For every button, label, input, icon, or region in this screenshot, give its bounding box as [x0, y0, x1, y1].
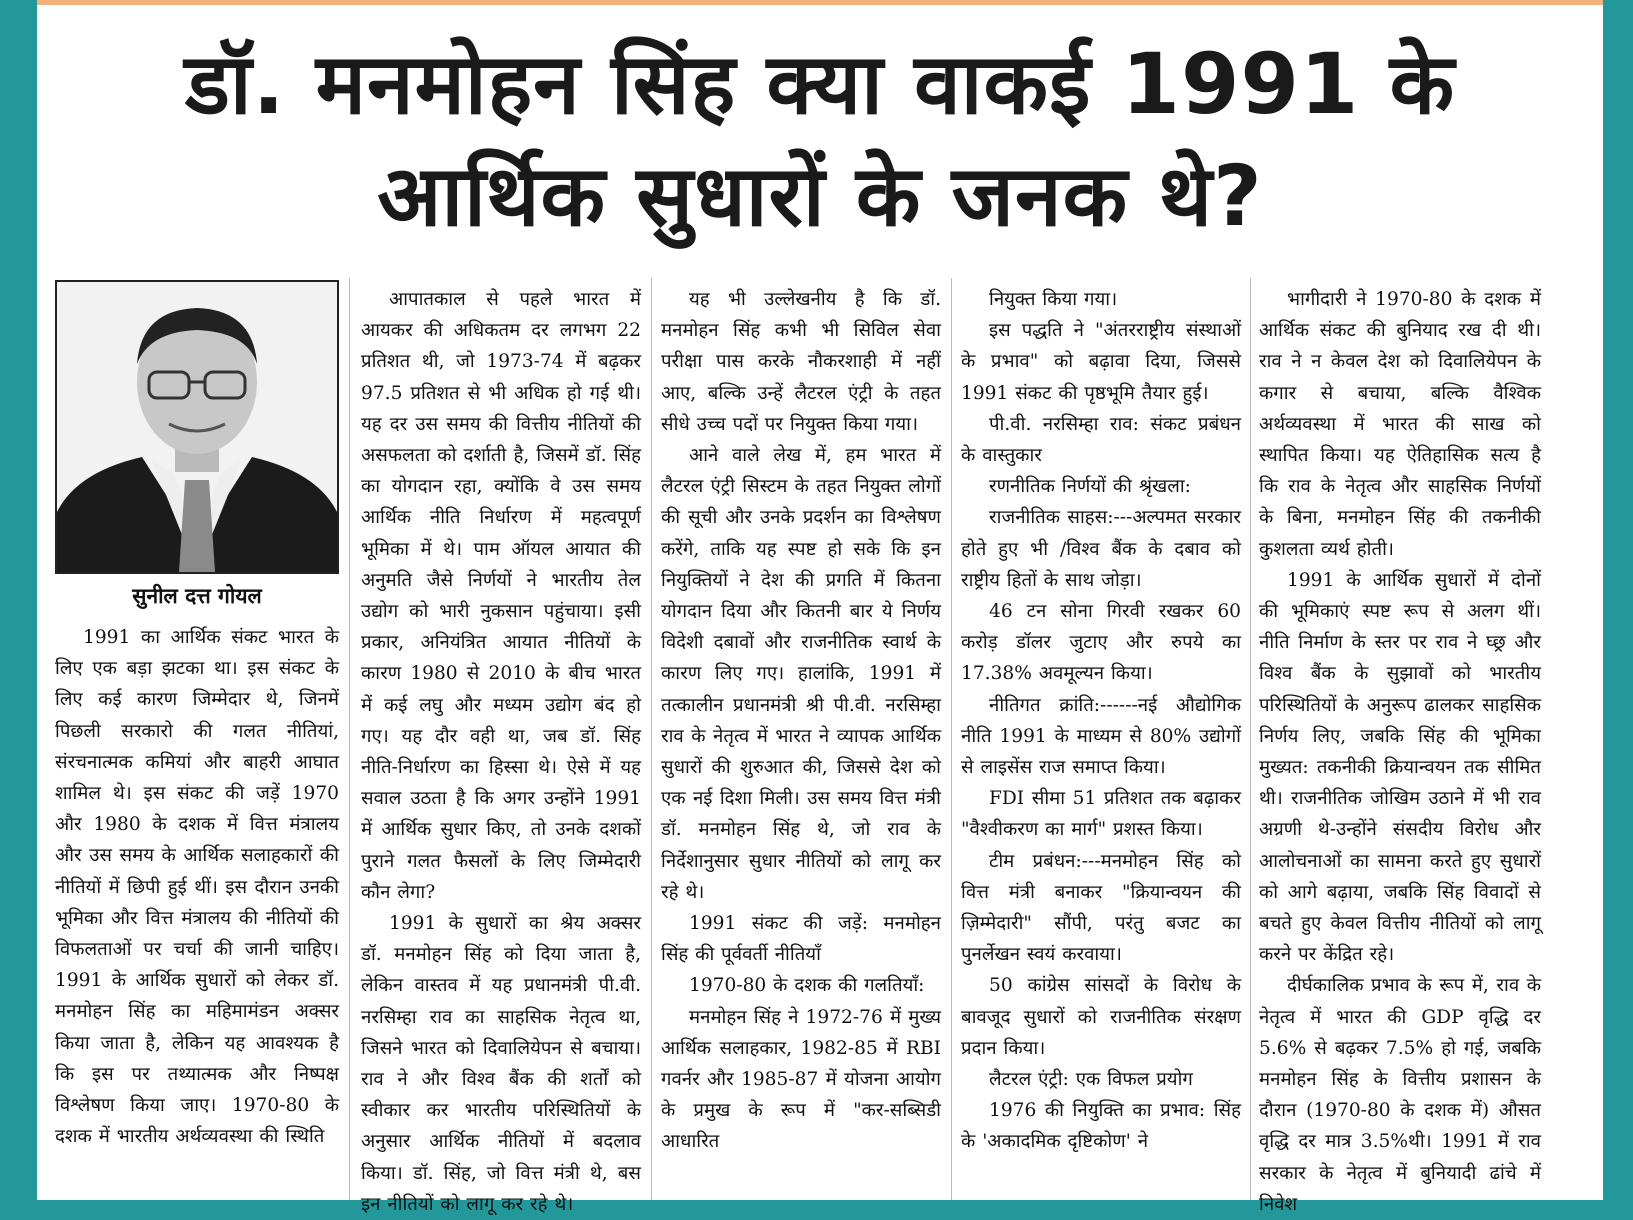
article-paragraph: आने वाले लेख में, हम भारत में लैटरल एंट्री सिस्टम के तहत नियुक्त लोगों की सूची और उनके प्रदर्शन का विश्लेषण करेंगे, ताकि यह स्पष्ट हो सके कि इन नियुक्तियों ने देश की प्रगति में कितना योगदान दिया और कितनी बार ये निर्णय विदेशी दबावों और राजनीतिक स्वार्थ के कारण लिए गए। हालांकि, 1991 में तत्कालीन प्रधानमंत्री श्री पी.वी. नरसिम्हा राव के नेतृत्व में भारत ने व्यापक आर्थिक सुधारों की शुरुआत की, जिससे देश को एक नई दिशा मिली। उस समय वित्त मंत्री डॉ. मनमोहन सिंह थे, जो राव के निर्देशानुसार सुधार नीतियों को लागू कर रहे थे।: [661, 445, 941, 903]
article-paragraph: दीर्घकालिक प्रभाव के रूप में, राव के नेतृत्व में भारत की GDP वृद्धि दर 5.6% से बढ़कर 7.5% हो गई, जबकि मनमोहन सिंह के वित्तीय प्रशासन के दौरान (1970-80 के दशक में) औसत वृद्धि दर मात्र 3.5%थी। 1991 में राव सरकार के नेतृत्व में बुनियादी ढांचे में निवेश: [1259, 975, 1541, 1215]
top-color-rule: [37, 0, 1603, 5]
column-separator: [349, 278, 350, 1200]
article-paragraph: आपातकाल से पहले भारत में आयकर की अधिकतम दर लगभग 22 प्रतिशत थी, जो 1973-74 में बढ़कर 97.5 प्रतिशत से भी अधिक हो गई थी। यह दर उस समय की वित्तीय नीतियों की असफलता को दर्शाती है, जिसमें डॉ. सिंह का योगदान रहा, क्योंकि वे उस समय आर्थिक नीति निर्धारण में महत्वपूर्ण भूमिका में थे। पाम ऑयल आयात की अनुमति जैसे निर्णयों ने भारतीय तेल उद्योग को भारी नुकसान पहुंचाया। इसी प्रकार, अनियंत्रित आयात नीतियों के कारण 1980 से 2010 के बीच भारत में कई लघु और मध्यम उद्योग बंद हो गए। यह दौर वही था, जब डॉ. सिंह नीति-निर्धारण का हिस्सा थे। ऐसे में यह सवाल उठता है कि अगर उन्होंने 1991 में आर्थिक सुधार किए, तो उनके दशकों पुराने गलत फैसलों के लिए जिम्मेदारी कौन लेगा?: [361, 289, 641, 903]
article-paragraph: नियुक्त किया गया।: [989, 289, 1118, 310]
article-column-3: [661, 284, 941, 1200]
article-paragraph: रणनीतिक निर्णयों की श्रृंखला:: [989, 476, 1191, 498]
article-paragraph: 1970-80 के दशक की गलतियाँ:: [689, 975, 925, 997]
author-portrait-image: [57, 282, 337, 572]
article-column-4: [961, 284, 1241, 1200]
article-paragraph: 1991 के आर्थिक सुधारों में दोनों की भूमिकाएं स्पष्ट रूप से अलग थीं। नीति निर्माण के स्तर पर राव ने घ्छ्र और विश्व बैंक के सुझावों को भारतीय परिस्थितियों के अनुरूप ढालकर साहसिक निर्णय लिए, जबकि सिंह की भूमिका मुख्यत: तकनीकी क्रियान्वयन तक सीमित थी। राजनीतिक जोखिम उठाने में भी राव अग्रणी थे-उन्होंने संसदीय विरोध और आलोचनाओं का सामना करते हुए सुधारों को आगे बढ़ाया, जबकि सिंह विवादों से बचते हुए केवल वित्तीय नीतियों को लागू करने पर केंद्रित रहे।: [1259, 569, 1541, 966]
article-column-1: [55, 622, 339, 1200]
article-paragraph: पी.वी. नरसिम्हा राव: संकट प्रबंधन के वास्तुकार: [961, 413, 1241, 467]
column-separator: [651, 278, 652, 1200]
article-paragraph: 1976 की नियुक्ति का प्रभाव: सिंह के 'अकादमिक दृष्टिकोण' ने: [961, 1100, 1241, 1153]
author-photo: [55, 280, 339, 574]
headline-line-1: डॉ. मनमोहन सिंह क्या वाकई 1991 के: [184, 35, 1456, 133]
article-paragraph: 50 कांग्रेस सांसदों के विरोध के बावजूद सुधारों को राजनीतिक संरक्षण प्रदान किया।: [961, 975, 1241, 1059]
article-paragraph: इस पद्धति ने "अंतरराष्ट्रीय संस्थाओं के प्रभाव" को बढ़ावा दिया, जिससे 1991 संकट की पृष्ठभूमि तैयार हुई।: [961, 320, 1241, 404]
headline-line-2: आर्थिक सुधारों के जनक थे?: [377, 147, 1263, 245]
article-column-2: [361, 284, 641, 1215]
article-paragraph: नीतिगत क्रांति:------नई औद्योगिक नीति 1991 के माध्यम से 80% उद्योगों से लाइसेंस राज समाप्त किया।: [961, 694, 1241, 779]
newspaper-page: [37, 0, 1603, 1215]
column-separator: [951, 278, 952, 1200]
article-paragraph: FDI सीमा 51 प्रतिशत तक बढ़ाकर "वैश्वीकरण का मार्ग" प्रशस्त किया।: [961, 788, 1241, 841]
author-caption: सुनील दत्त गोयल: [132, 583, 262, 608]
article-paragraph: यह भी उल्लेखनीय है कि डॉ. मनमोहन सिंह कभी भी सिविल सेवा परीक्षा पास करके नौकरशाही में नहीं आए, बल्कि उन्हें लैटरल एंट्री के तहत सीधे उच्च पदों पर नियुक्त किया गया।: [661, 289, 941, 435]
article-paragraph: मनमोहन सिंह ने 1972-76 में मुख्य आर्थिक सलाहकार, 1982-85 में RBI गवर्नर और 1985-87 में योजना आयोग के प्रमुख के रूप में "कर-सब्सिडी आधारित: [661, 1006, 941, 1153]
article-paragraph: 1991 के सुधारों का श्रेय अक्सर डॉ. मनमोहन सिंह को दिया जाता है, लेकिन वास्तव में यह प्रधानमंत्री पी.वी. नरसिम्हा राव का साहसिक नेतृत्व था, जिसने भारत को दिवालियेपन से बचाया। राव ने और विश्व बैंक की शर्तों को स्वीकार कर भारतीय परिस्थितियों के अनुसार आर्थिक नीतियों में बदलाव किया। डॉ. सिंह, जो वित्त मंत्री थे, बस इन नीतियों को लागू कर रहे थे।: [361, 913, 641, 1215]
article-paragraph: 46 टन सोना गिरवी रखकर 60 करोड़ डॉलर जुटाए और रुपये का 17.38% अवमूल्यन किया।: [961, 601, 1241, 685]
article-paragraph: 1991 का आर्थिक संकट भारत के लिए एक बड़ा झटका था। इस संकट के लिए कई कारण जिम्मेदार थे, जिनमें पिछली सरकारो की गलत नीतियां, संरचनात्मक कमियां और बाहरी आघात शामिल थे। इस संकट की जड़ें 1970 और 1980 के दशक में वित्त मंत्रालय और उस समय के आर्थिक सलाहकारों की नीतियों में छिपी हुई थीं। इस दौरान उनकी भूमिका और वित्त मंत्रालय की नीतियों की विफलताओं पर चर्चा की जानी चाहिए। 1991 के आर्थिक सुधारों को लेकर डॉ. मनमोहन सिंह का महिमामंडन अक्सर किया जाता है, लेकिन यह आवश्यक है कि इस पर तथ्यात्मक और निष्पक्ष विश्लेषण किया जाए। 1970-80 के दशक में भारतीय अर्थव्यवस्था की स्थिति: [55, 627, 339, 1148]
headline: [37, 28, 1603, 252]
column-separator: [1250, 278, 1251, 1200]
article-paragraph: टीम प्रबंधन:---मनमोहन सिंह को वित्त मंत्री बनाकर "क्रियान्वयन की ज़िम्मेदारी" सौंपी, परंतु बजट का पुनर्लेखन स्वयं करवाया।: [961, 850, 1241, 966]
article-paragraph: भागीदारी ने 1970-80 के दशक में आर्थिक संकट की बुनियाद रख दी थी। राव ने न केवल देश को दिवालियेपन के कगार से बचाया, बल्कि वैश्विक अर्थव्यवस्था में भारत की साख को स्थापित किया। यह ऐतिहासिक सत्य है कि राव के नेतृत्व और साहसिक निर्णयों के बिना, मनमोहन सिंह की तकनीकी कुशलता व्यर्थ होती।: [1259, 289, 1541, 560]
article-paragraph: लैटरल एंट्री: एक विफल प्रयोग: [989, 1069, 1193, 1091]
article-paragraph: राजनीतिक साहस:---अल्पमत सरकार होते हुए भी /विश्व बैंक के दबाव को राष्ट्रीय हितों के साथ जोड़ा।: [961, 507, 1241, 591]
article-paragraph: 1991 संकट की जड़ें: मनमोहन सिंह की पूर्ववर्ती नीतियाँ: [661, 913, 941, 966]
article-column-5: [1259, 284, 1541, 1215]
